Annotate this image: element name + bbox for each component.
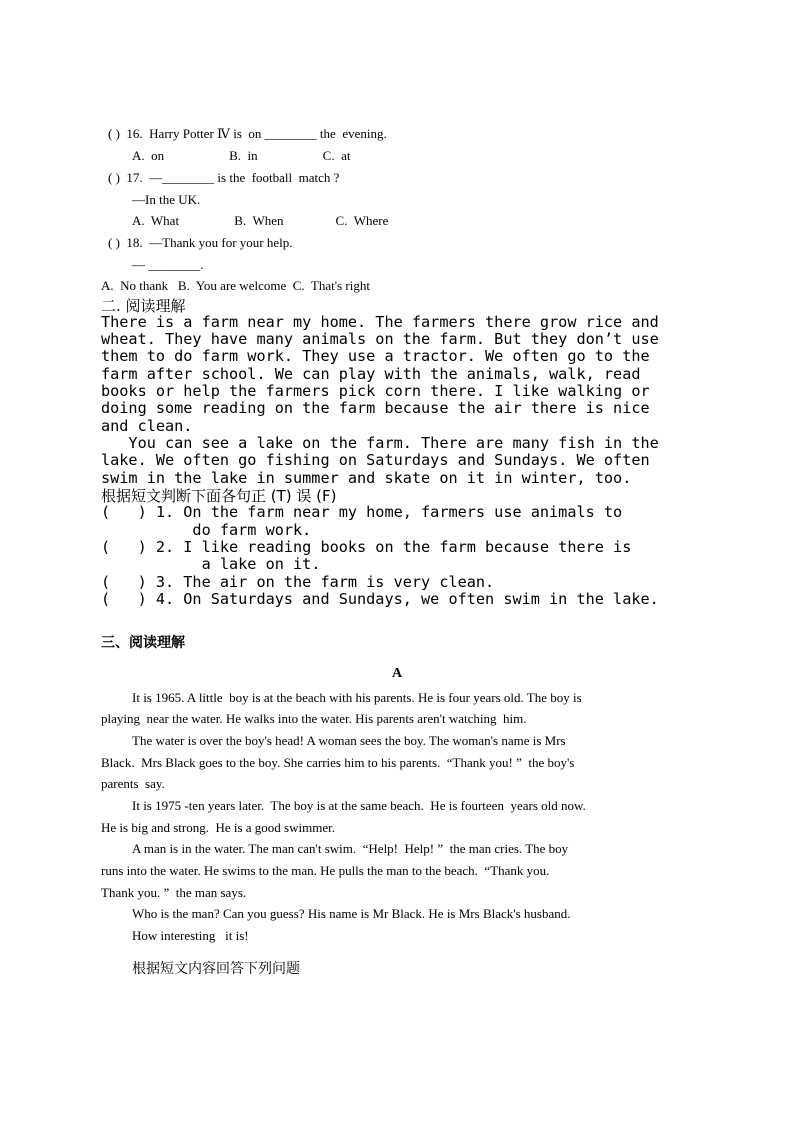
passage-line: lake. We often go fishing on Saturdays and Sundays. We often [101,451,650,469]
passage-line: farm after school. We can play with the animals, walk, read [101,365,641,383]
passage-line: doing some reading on the farm because the air there is nice [101,399,650,417]
passage-a-line: playing near the water. He walks into the water. His parents aren't watching him. [101,711,527,726]
passage-a-line: It is 1975 -ten years later. The boy is at the same beach. He is fourteen years old now. [132,798,586,813]
passage-a-line: parents say. [101,776,165,791]
passage-line: books or help the farmers pick corn there. I like walking or [101,382,650,400]
tf-item-continuation: do farm work. [101,521,312,539]
passage-a-line: A man is in the water. The man can't swim. “Help! Help! ” the man cries. The boy [132,841,569,856]
question-17-options: A. What B. When C. Where [132,213,389,228]
passage-line: them to do farm work. They use a tractor. We often go to the [101,347,650,365]
passage-line: You can see a lake on the farm. There are many fish in the [101,434,659,452]
question-16-options: A. on B. in C. at [132,148,351,163]
question-17-stem: ( ) 17. —________ is the football match ? [108,170,340,185]
question-18-answer-line: — ________. [132,257,204,272]
section-3-instruction: 根据短文内容回答下列问题 [132,961,300,977]
passage-line: There is a farm near my home. The farmers there grow rice and [101,313,659,331]
passage-a-title: A [391,666,403,681]
question-17-answer-line: —In the UK. [132,192,201,207]
passage-line: and clean. [101,417,193,435]
section-2-heading: 二. 阅读理解 [101,297,186,315]
passage-line: swim in the lake in summer and skate on it in winter, too. [101,469,632,487]
tf-item: ( ) 4. On Saturdays and Sundays, we often swim in the lake. [101,590,659,608]
tf-item: ( ) 2. I like reading books on the farm because there is [101,538,632,556]
passage-line: wheat. They have many animals on the farm. But they don’t use [101,330,659,348]
passage-a-line: He is big and strong. He is a good swimmer. [101,820,335,835]
tf-item: ( ) 3. The air on the farm is very clean. [101,573,495,591]
section-2-instruction: 根据短文判断下面各句正 (T) 误 (F) [101,487,337,505]
passage-a-line: Black. Mrs Black goes to the boy. She carries him to his parents. “Thank you! ” the boy's [101,755,575,770]
question-16-stem: ( ) 16. Harry Potter Ⅳ is on ________ the evening. [108,126,387,141]
passage-a-line: It is 1965. A little boy is at the beach with his parents. He is four years old. The boy is [132,690,582,705]
question-18-stem: ( ) 18. —Thank you for your help. [108,235,293,250]
section-3-heading: 三、阅读理解 [101,635,185,651]
passage-a-line: runs into the water. He swims to the man. He pulls the man to the beach. “Thank you. [101,863,550,878]
tf-item-continuation: a lake on it. [101,555,321,573]
passage-a-line: The water is over the boy's head! A woman sees the boy. The woman's name is Mrs [132,733,566,748]
passage-a-line: How interesting it is! [132,928,249,943]
tf-item: ( ) 1. On the farm near my home, farmers use animals to [101,503,623,521]
passage-a-line: Thank you. ” the man says. [101,885,247,900]
passage-a-line: Who is the man? Can you guess? His name is Mr Black. He is Mrs Black's husband. [132,906,571,921]
question-18-options: A. No thank B. You are welcome C. That's right [101,278,370,293]
